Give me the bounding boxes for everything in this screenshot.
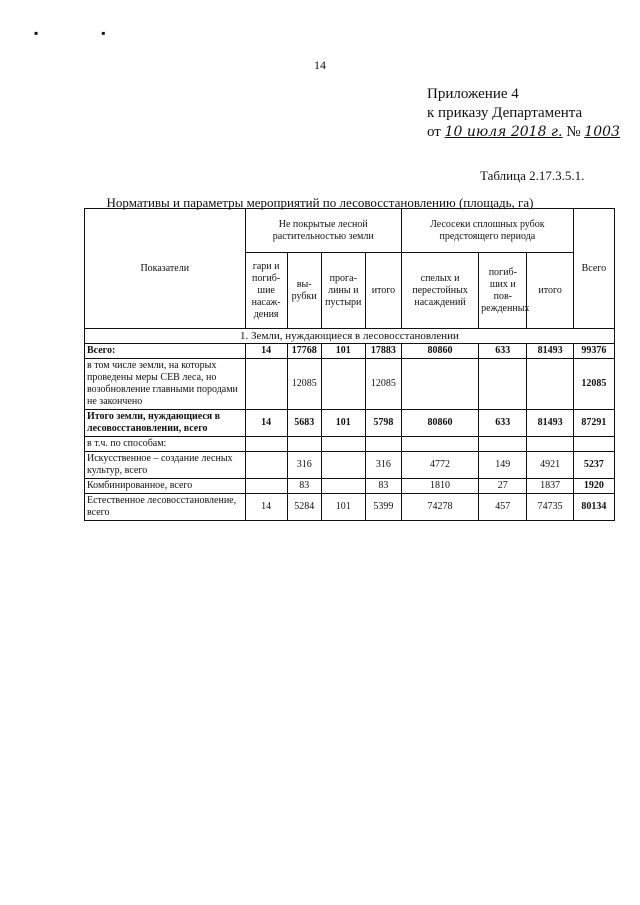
row-label: Всего: — [85, 344, 246, 359]
row-value: 1837 — [527, 479, 573, 494]
row-value: 14 — [245, 344, 287, 359]
header-mature: спелых и перестойных насаждений — [401, 253, 478, 329]
row-value: 5284 — [287, 494, 321, 521]
row-value: 74735 — [527, 494, 573, 521]
row-label: Искусственное – создание лесных культур, всего — [85, 452, 246, 479]
row-value: 4772 — [401, 452, 478, 479]
appendix-title: Приложение 4 — [427, 86, 519, 102]
row-value: 81493 — [527, 410, 573, 437]
table-row — [85, 410, 615, 437]
table-row — [85, 452, 615, 479]
header-damaged: погиб-ших и пов-режденных — [479, 253, 527, 329]
row-value: 4921 — [527, 452, 573, 479]
header-group-clearcuts: Лесосеки сплошных рубок предстоящего периода — [401, 209, 573, 253]
row-value: 83 — [365, 479, 401, 494]
table-row — [85, 359, 615, 410]
header-indicators: Показатели — [85, 209, 246, 329]
row-label: в т.ч. по способам: — [85, 437, 246, 452]
header-cuttings: вы-рубки — [287, 253, 321, 329]
row-value — [479, 437, 527, 452]
scan-marks: ▪ ▪ — [34, 26, 136, 40]
row-label: Комбинированное, всего — [85, 479, 246, 494]
page-number: 14 — [314, 58, 326, 72]
row-value: 101 — [321, 344, 365, 359]
row-value — [245, 452, 287, 479]
row-value: 633 — [479, 344, 527, 359]
row-value: 12085 — [573, 359, 614, 410]
row-value — [287, 437, 321, 452]
row-value: 81493 — [527, 344, 573, 359]
table-row — [85, 494, 615, 521]
row-value: 101 — [321, 410, 365, 437]
row-value — [245, 437, 287, 452]
header-subtotal2: итого — [527, 253, 573, 329]
appendix-date-line — [427, 123, 620, 142]
handwritten-number: 1003 — [584, 124, 620, 140]
row-value — [365, 437, 401, 452]
row-value — [321, 479, 365, 494]
row-label: Естественное лесовосстановление, всего — [85, 494, 246, 521]
row-value: 316 — [287, 452, 321, 479]
row-value: 1810 — [401, 479, 478, 494]
header-total: Всего — [573, 209, 614, 329]
row-value: 633 — [479, 410, 527, 437]
row-value: 5798 — [365, 410, 401, 437]
row-value — [573, 437, 614, 452]
row-value: 5683 — [287, 410, 321, 437]
header-subtotal1: итого — [365, 253, 401, 329]
header-burnt: гари и погиб-шие насаж-дения — [245, 253, 287, 329]
reforestation-table — [84, 208, 615, 521]
row-value — [479, 359, 527, 410]
row-value: 17768 — [287, 344, 321, 359]
row-value — [245, 479, 287, 494]
row-value: 12085 — [287, 359, 321, 410]
handwritten-date: 10 июля 2018 г. — [444, 124, 563, 140]
table-row — [85, 479, 615, 494]
row-value: 80860 — [401, 410, 478, 437]
row-value: 17883 — [365, 344, 401, 359]
from-prefix: от — [427, 124, 441, 140]
row-value: 87291 — [573, 410, 614, 437]
row-value: 316 — [365, 452, 401, 479]
row-value — [401, 359, 478, 410]
row-value: 101 — [321, 494, 365, 521]
row-value: 5399 — [365, 494, 401, 521]
row-value: 80860 — [401, 344, 478, 359]
appendix-order: к приказу Департамента — [427, 105, 583, 121]
row-value — [321, 452, 365, 479]
row-value: 149 — [479, 452, 527, 479]
row-value — [527, 359, 573, 410]
row-label: в том числе земли, на которых проведены меры СЕВ леса, но возобновление главными породами не закончено — [85, 359, 246, 410]
row-value: 83 — [287, 479, 321, 494]
table-row — [85, 344, 615, 359]
table-row — [85, 437, 615, 452]
number-prefix: № — [566, 124, 581, 140]
section-title: 1. Земли, нуждающиеся в лесовосстановлении — [85, 329, 615, 344]
appendix-block — [427, 85, 620, 142]
row-label: Итого земли, нуждающиеся в лесовосстановлении, всего — [85, 410, 246, 437]
row-value — [527, 437, 573, 452]
row-value: 80134 — [573, 494, 614, 521]
header-group-uncovered: Не покрытые лесной растительностью земли — [245, 209, 401, 253]
row-value — [245, 359, 287, 410]
row-value: 1920 — [573, 479, 614, 494]
row-value — [321, 437, 365, 452]
row-value: 14 — [245, 494, 287, 521]
row-value: 74278 — [401, 494, 478, 521]
row-value — [321, 359, 365, 410]
row-value: 12085 — [365, 359, 401, 410]
table-caption: Нормативы и параметры мероприятий по лесовосстановлению (площадь, га) — [106, 195, 534, 210]
row-value: 5237 — [573, 452, 614, 479]
row-value: 14 — [245, 410, 287, 437]
header-glades: прога-лины и пустыри — [321, 253, 365, 329]
row-value — [401, 437, 478, 452]
table-number: Таблица 2.17.3.5.1. — [480, 168, 585, 183]
row-value: 457 — [479, 494, 527, 521]
row-value: 99376 — [573, 344, 614, 359]
row-value: 27 — [479, 479, 527, 494]
